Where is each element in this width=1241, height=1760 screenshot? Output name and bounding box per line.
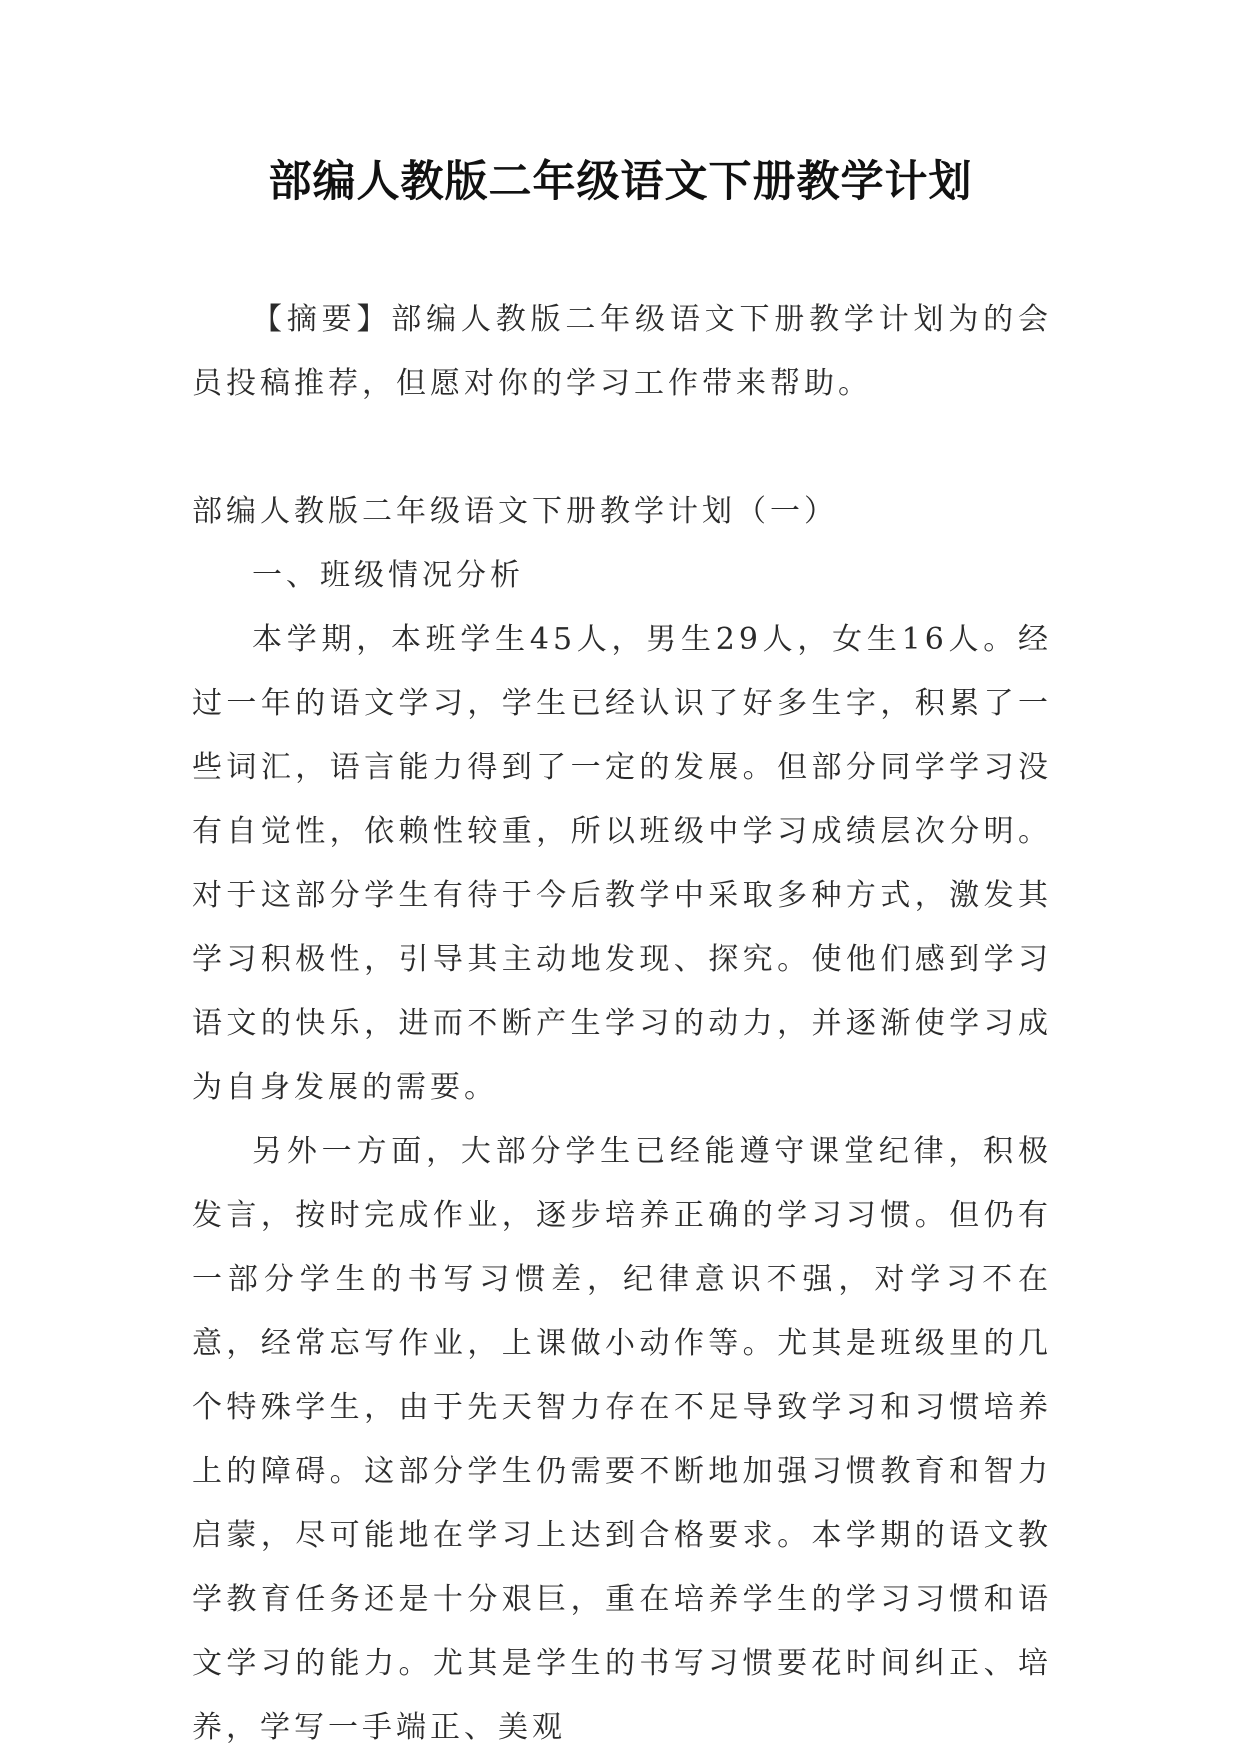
- document-body: [192, 288, 1052, 1760]
- document-title: 部编人教版二年级语文下册教学计划: [268, 157, 973, 207]
- section-title: 部编人教版二年级语文下册教学计划（一）: [192, 494, 838, 529]
- abstract-paragraph: 【摘要】部编人教版二年级语文下册教学计划为的会员投稿推荐，但愿对你的学习工作带来帮助。: [192, 302, 1052, 401]
- heading-class-analysis: 一、班级情况分析: [252, 558, 524, 593]
- body-paragraph-1: 本学期，本班学生45人，男生29人，女生16人。经过一年的语文学习，学生已经认识了好多生字，积累了一些词汇，语言能力得到了一定的发展。但部分同学学习没有自觉性，依赖性较重，所以班级中学习成绩层次分明。对于这部分学生有待于今后教学中采取多种方式，激发其学习积极性，引导其主动地发现、探究。使他们感到学习语文的快乐，进而不断产生学习的动力，并逐渐使学习成为自身发展的需要。: [192, 622, 1052, 1105]
- body-paragraph-2: 另外一方面，大部分学生已经能遵守课堂纪律，积极发言，按时完成作业，逐步培养正确的学习习惯。但仍有一部分学生的书写习惯差，纪律意识不强，对学习不在意，经常忘写作业，上课做小动作等。尤其是班级里的几个特殊学生，由于先天智力存在不足导致学习和习惯培养上的障碍。这部分学生仍需要不断地加强习惯教育和智力启蒙，尽可能地在学习上达到合格要求。本学期的语文教学教育任务还是十分艰巨，重在培养学生的学习习惯和语文学习的能力。尤其是学生的书写习惯要花时间纠正、培养，学写一手端正、美观: [192, 1134, 1052, 1745]
